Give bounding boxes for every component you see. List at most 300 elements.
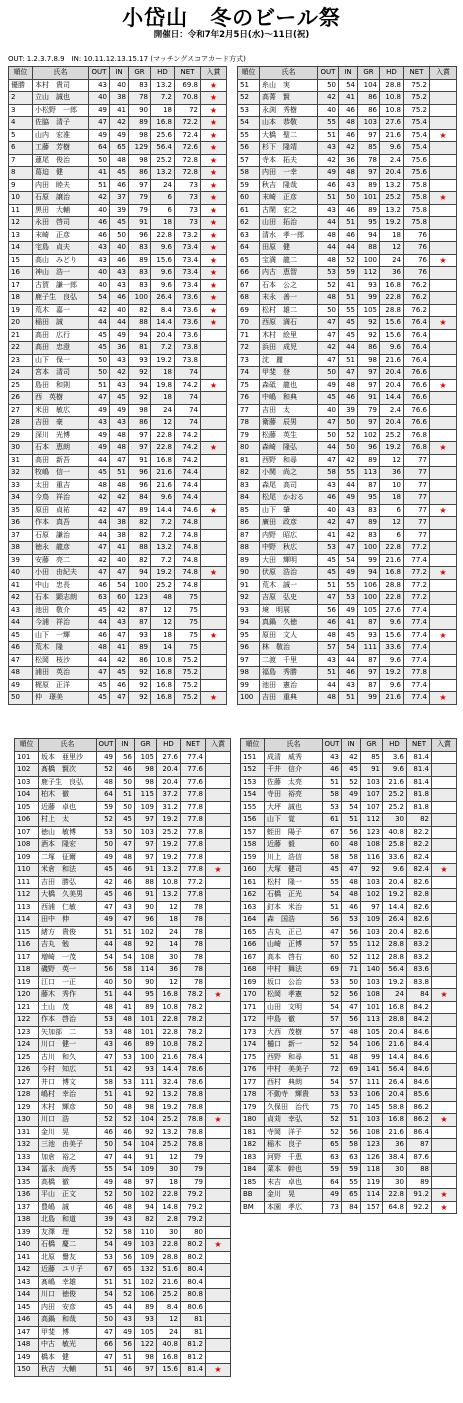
cell-name: 林 敬治 xyxy=(260,642,318,655)
table-row xyxy=(15,1301,231,1314)
cell-name: 梶原 正洋 xyxy=(33,679,89,692)
cell-net: 76.4 xyxy=(404,329,430,342)
cell-rank: 29 xyxy=(9,429,33,442)
cell-gross: 91 xyxy=(358,392,380,405)
cell-prize: ★ xyxy=(430,379,457,392)
cell-in: 54 xyxy=(339,642,358,655)
cell-net: 75.8 xyxy=(404,217,430,230)
cell-net: 77.8 xyxy=(181,801,206,814)
cell-gross: 82 xyxy=(129,529,151,542)
cell-prize xyxy=(430,479,457,492)
cell-in: 53 xyxy=(342,1089,361,1102)
table-row xyxy=(15,864,231,877)
cell-prize xyxy=(206,1314,231,1327)
cell-in: 47 xyxy=(342,864,361,877)
cell-gross: 83 xyxy=(129,279,151,292)
cell-in: 43 xyxy=(339,179,358,192)
cell-out: 47 xyxy=(97,1151,116,1164)
cell-handicap: 28.8 xyxy=(383,1014,407,1027)
cell-out: 46 xyxy=(89,629,110,642)
cell-rank: 32 xyxy=(9,467,33,480)
cell-prize: ★ xyxy=(201,217,227,230)
cell-out: 40 xyxy=(89,279,110,292)
cell-rank: 18 xyxy=(9,292,33,305)
cell-rank: 129 xyxy=(15,1101,39,1114)
table-row xyxy=(241,1114,457,1127)
cell-gross: 108 xyxy=(361,989,383,1002)
cell-out: 47 xyxy=(97,1051,116,1064)
cell-rank: 81 xyxy=(238,454,260,467)
cell-out: 47 xyxy=(318,354,339,367)
cell-gross: 89 xyxy=(358,517,380,530)
cell-in: 48 xyxy=(110,442,129,455)
header-row xyxy=(15,739,231,752)
cell-gross: 92 xyxy=(358,317,380,330)
cell-gross: 103 xyxy=(361,876,383,889)
cell-net: 81.8 xyxy=(407,801,432,814)
cell-out: 49 xyxy=(318,379,339,392)
cell-gross: 98 xyxy=(135,776,157,789)
cell-in: 45 xyxy=(110,167,129,180)
cell-gross: 98 xyxy=(358,354,380,367)
cell-gross: 113 xyxy=(361,1014,383,1027)
cell-handicap: 25.2 xyxy=(383,789,407,802)
cell-out: 53 xyxy=(318,267,339,280)
header-in: IN xyxy=(116,739,135,752)
cell-in: 43 xyxy=(110,279,129,292)
cell-net: 75.2 xyxy=(404,79,430,92)
cell-gross: 96 xyxy=(129,229,151,242)
table-row xyxy=(15,876,231,889)
cell-gross: 97 xyxy=(358,417,380,430)
header-rank: 順位 xyxy=(241,739,265,752)
cell-in: 42 xyxy=(110,604,129,617)
cell-in: 45 xyxy=(110,217,129,230)
cell-name: 西野 和尋 xyxy=(260,454,318,467)
cell-rank: 31 xyxy=(9,454,33,467)
cell-rank: 15 xyxy=(9,254,33,267)
cell-handicap: 9.6 xyxy=(151,267,175,280)
table-row xyxy=(15,939,231,952)
cell-handicap: 25.2 xyxy=(157,1139,181,1152)
cell-gross: 86 xyxy=(358,104,380,117)
cell-handicap: 9.6 xyxy=(380,142,404,155)
cell-prize: ★ xyxy=(201,192,227,205)
cell-rank: 122 xyxy=(15,1014,39,1027)
cell-net: 91.2 xyxy=(407,1189,432,1202)
table-row xyxy=(9,654,227,667)
cell-name: 二渡 千里 xyxy=(260,654,318,667)
cell-handicap: 20.4 xyxy=(383,1089,407,1102)
table-row xyxy=(238,92,457,105)
cell-name: 稲田 誠 xyxy=(33,317,89,330)
cell-handicap: 7.2 xyxy=(151,517,175,530)
table-row xyxy=(241,1051,457,1064)
cell-prize xyxy=(430,517,457,530)
table-row xyxy=(238,654,457,667)
cell-rank: 136 xyxy=(15,1189,39,1202)
cell-gross: 109 xyxy=(135,1251,157,1264)
cell-name: 境 明展 xyxy=(260,604,318,617)
cell-net: 83.2 xyxy=(407,951,432,964)
cell-out: 48 xyxy=(318,229,339,242)
cell-gross: 102 xyxy=(135,1276,157,1289)
cell-in: 46 xyxy=(339,104,358,117)
cell-name: 三池 由美子 xyxy=(39,1139,97,1152)
table-row xyxy=(15,1189,231,1202)
cell-prize xyxy=(432,939,457,952)
cell-in: 42 xyxy=(110,654,129,667)
cell-name: 伏原 浩治 xyxy=(260,567,318,580)
cell-in: 46 xyxy=(342,901,361,914)
table-row xyxy=(238,542,457,555)
table-row xyxy=(238,79,457,92)
cell-rank: 127 xyxy=(15,1076,39,1089)
cell-gross: 94 xyxy=(129,567,151,580)
cell-prize xyxy=(201,342,227,355)
cell-gross: 91 xyxy=(135,889,157,902)
cell-handicap: 15.6 xyxy=(380,629,404,642)
cell-handicap: 16.8 xyxy=(151,679,175,692)
header-net: NET xyxy=(175,67,201,80)
cell-handicap: 25.2 xyxy=(380,429,404,442)
cell-rank: 133 xyxy=(15,1151,39,1164)
cell-handicap: 20.4 xyxy=(157,764,181,777)
cell-rank: 120 xyxy=(15,989,39,1002)
cell-gross: 141 xyxy=(361,1064,383,1077)
table-row xyxy=(15,1264,231,1277)
table-row xyxy=(9,392,227,405)
cell-gross: 91 xyxy=(361,764,383,777)
cell-name: 本園 孝広 xyxy=(265,1201,323,1214)
table-row xyxy=(9,367,227,380)
cell-net: 76.4 xyxy=(404,317,430,330)
cell-prize xyxy=(206,976,231,989)
cell-net: 77.8 xyxy=(181,814,206,827)
cell-rank: 20 xyxy=(9,317,33,330)
cell-name: 中島 徹 xyxy=(265,1014,323,1027)
cell-out: 50 xyxy=(89,354,110,367)
cell-out: 53 xyxy=(97,1251,116,1264)
cell-gross: 83 xyxy=(358,529,380,542)
cell-net: 73 xyxy=(175,192,201,205)
cell-handicap: 19.2 xyxy=(157,851,181,864)
cell-rank: 183 xyxy=(241,1151,265,1164)
cell-name: 吉丸 勉 xyxy=(39,939,97,952)
header-net: NET xyxy=(404,67,430,80)
cell-out: 51 xyxy=(97,989,116,1002)
cell-handicap: 7.2 xyxy=(151,529,175,542)
cell-gross: 89 xyxy=(135,1301,157,1314)
cell-prize xyxy=(432,1164,457,1177)
cell-gross: 88 xyxy=(129,317,151,330)
cell-in: 84 xyxy=(342,1201,361,1214)
cell-in: 60 xyxy=(110,592,129,605)
cell-net: 72 xyxy=(175,104,201,117)
cell-name: 石本 公之 xyxy=(260,279,318,292)
table-row xyxy=(9,579,227,592)
cell-handicap: 13.2 xyxy=(151,542,175,555)
cell-name: 本村 貴司 xyxy=(33,79,89,92)
cell-name: 大橋 久美男 xyxy=(39,889,97,902)
cell-rank: 106 xyxy=(15,814,39,827)
cell-handicap: 9.6 xyxy=(151,492,175,505)
cell-rank: 23 xyxy=(9,354,33,367)
cell-gross: 94 xyxy=(135,1201,157,1214)
table-row xyxy=(238,529,457,542)
cell-in: 46 xyxy=(116,864,135,877)
cell-rank: 2 xyxy=(9,92,33,105)
cell-net: 74.8 xyxy=(175,579,201,592)
cell-out: 48 xyxy=(89,642,110,655)
cell-in: 51 xyxy=(110,467,129,480)
cell-net: 76 xyxy=(404,254,430,267)
cell-name: 寺田 裕亮 xyxy=(265,789,323,802)
cell-out: 50 xyxy=(97,1314,116,1327)
cell-name: 矢加部 二 xyxy=(39,1026,97,1039)
cell-prize: ★ xyxy=(201,379,227,392)
cell-gross: 103 xyxy=(361,776,383,789)
table-row xyxy=(15,1151,231,1164)
cell-net: 77 xyxy=(404,479,430,492)
cell-prize xyxy=(201,604,227,617)
cell-prize xyxy=(432,789,457,802)
cell-name: 田中 伸 xyxy=(39,914,97,927)
cell-net: 74.4 xyxy=(175,467,201,480)
cell-handicap: 25.6 xyxy=(151,129,175,142)
cell-in: 50 xyxy=(339,417,358,430)
cell-net: 87.6 xyxy=(407,1151,432,1164)
cell-prize xyxy=(432,926,457,939)
cell-in: 56 xyxy=(342,826,361,839)
cell-rank: 84 xyxy=(238,492,260,505)
cell-gross: 112 xyxy=(361,814,383,827)
cell-net: 77.8 xyxy=(181,889,206,902)
cell-rank: 58 xyxy=(238,167,260,180)
cell-prize: ★ xyxy=(201,242,227,255)
cell-name: 山田 文明 xyxy=(265,1001,323,1014)
cell-prize xyxy=(206,889,231,902)
cell-name: 永渕 秀樹 xyxy=(260,104,318,117)
cell-handicap: 21.6 xyxy=(383,1039,407,1052)
cell-in: 44 xyxy=(116,1301,135,1314)
cell-gross: 83 xyxy=(129,79,151,92)
cell-net: 74.8 xyxy=(175,542,201,555)
cell-out: 46 xyxy=(323,764,342,777)
cell-net: 74 xyxy=(175,417,201,430)
cell-rank: 52 xyxy=(238,92,260,105)
cell-handicap: 13.2 xyxy=(380,179,404,192)
cell-prize xyxy=(430,342,457,355)
cell-out: 50 xyxy=(318,429,339,442)
cell-net: 76.4 xyxy=(404,354,430,367)
cell-gross: 97 xyxy=(358,667,380,680)
cell-in: 46 xyxy=(116,764,135,777)
cell-net: 80.2 xyxy=(181,1239,206,1252)
cell-rank: 152 xyxy=(241,764,265,777)
cell-in: 45 xyxy=(110,392,129,405)
cell-prize xyxy=(430,204,457,217)
cell-out: 39 xyxy=(97,1214,116,1227)
cell-name: 嶋村 幸治 xyxy=(39,1089,97,1102)
cell-rank: 94 xyxy=(238,617,260,630)
table-row xyxy=(241,926,457,939)
cell-prize: ★ xyxy=(430,129,457,142)
table-row xyxy=(238,392,457,405)
cell-in: 49 xyxy=(110,129,129,142)
table-row xyxy=(9,329,227,342)
cell-net: 81 xyxy=(181,1326,206,1339)
cell-name: 内野 昭広 xyxy=(260,529,318,542)
cell-handicap: 3.6 xyxy=(383,751,407,764)
cell-rank: 125 xyxy=(15,1051,39,1064)
cell-name: 高田 忠澄 xyxy=(33,342,89,355)
cell-handicap: 24 xyxy=(151,404,175,417)
cell-out: 45 xyxy=(97,889,116,902)
cell-prize xyxy=(201,642,227,655)
cell-net: 75 xyxy=(175,604,201,617)
cell-handicap: 56.4 xyxy=(383,964,407,977)
cell-gross: 83 xyxy=(129,242,151,255)
cell-prize xyxy=(201,517,227,530)
cell-handicap: 16.8 xyxy=(383,1001,407,1014)
cell-name: 浜田 成児 xyxy=(260,342,318,355)
cell-handicap: 24 xyxy=(157,1326,181,1339)
table-row xyxy=(238,404,457,417)
cell-name: 仲 璟美 xyxy=(33,692,89,705)
cell-rank: 43 xyxy=(9,604,33,617)
cell-prize xyxy=(206,851,231,864)
cell-gross: 82 xyxy=(129,554,151,567)
cell-net: 81.4 xyxy=(181,1364,206,1377)
cell-in: 50 xyxy=(116,976,135,989)
cell-net: 78.8 xyxy=(181,1139,206,1152)
cell-in: 48 xyxy=(110,479,129,492)
cell-in: 48 xyxy=(342,876,361,889)
cell-gross: 92 xyxy=(129,367,151,380)
cell-out: 45 xyxy=(97,1301,116,1314)
cell-in: 51 xyxy=(339,354,358,367)
cell-rank: 130 xyxy=(15,1114,39,1127)
cell-prize: ★ xyxy=(430,317,457,330)
table-row xyxy=(238,267,457,280)
cell-prize xyxy=(430,329,457,342)
cell-net: 77.8 xyxy=(181,789,206,802)
cell-handicap: 26.4 xyxy=(383,914,407,927)
cell-name: 甲斐 登 xyxy=(260,367,318,380)
cell-out: 49 xyxy=(89,404,110,417)
cell-in: 54 xyxy=(110,579,129,592)
cell-name: 糸山 実 xyxy=(260,79,318,92)
cell-gross: 140 xyxy=(361,964,383,977)
cell-out: 50 xyxy=(97,1101,116,1114)
cell-name: 池田 敬介 xyxy=(33,604,89,617)
cell-name: 荒木 嘉一 xyxy=(33,304,89,317)
cell-prize: ★ xyxy=(201,204,227,217)
cell-name: 甲斐 博 xyxy=(39,1326,97,1339)
cell-gross: 111 xyxy=(361,1076,383,1089)
cell-rank: 42 xyxy=(9,592,33,605)
cell-handicap: 16.8 xyxy=(151,692,175,705)
cell-handicap: 12 xyxy=(151,617,175,630)
cell-handicap: 22.8 xyxy=(151,429,175,442)
cell-in: 44 xyxy=(339,342,358,355)
cell-net: 78 xyxy=(181,901,206,914)
cell-net: 73 xyxy=(175,179,201,192)
table-row xyxy=(15,1064,231,1077)
cell-in: 44 xyxy=(339,654,358,667)
cell-gross: 94 xyxy=(129,329,151,342)
table-row xyxy=(15,1001,231,1014)
cell-rank: 177 xyxy=(241,1076,265,1089)
cell-rank: 178 xyxy=(241,1089,265,1102)
cell-in: 42 xyxy=(339,529,358,542)
cell-out: 47 xyxy=(89,567,110,580)
cell-prize xyxy=(206,1276,231,1289)
cell-rank: 92 xyxy=(238,592,260,605)
cell-handicap: 13.2 xyxy=(151,79,175,92)
cell-out: 66 xyxy=(97,1339,116,1352)
cell-prize: ★ xyxy=(201,129,227,142)
cell-gross: 89 xyxy=(129,642,151,655)
cell-net: 74 xyxy=(175,404,201,417)
cell-in: 36 xyxy=(110,342,129,355)
table-row xyxy=(241,1201,457,1214)
cell-name: 深川 光博 xyxy=(33,429,89,442)
cell-in: 43 xyxy=(116,901,135,914)
cell-name: 小松野 一郎 xyxy=(33,104,89,117)
cell-net: 82.8 xyxy=(407,889,432,902)
cell-name: 永田 啓司 xyxy=(33,217,89,230)
cell-name: 真鍋 久徳 xyxy=(260,617,318,630)
table-row xyxy=(15,914,231,927)
table-row xyxy=(241,764,457,777)
cell-gross: 113 xyxy=(358,467,380,480)
cell-in: 50 xyxy=(116,801,135,814)
cell-rank: 44 xyxy=(9,617,33,630)
cell-handicap: 15.6 xyxy=(151,254,175,267)
cell-in: 45 xyxy=(110,667,129,680)
cell-handicap: 36 xyxy=(157,964,181,977)
cell-in: 51 xyxy=(339,292,358,305)
cell-handicap: 16.8 xyxy=(157,989,181,1002)
cell-gross: 105 xyxy=(135,1326,157,1339)
cell-gross: 92 xyxy=(129,392,151,405)
cell-prize: ★ xyxy=(206,1114,231,1127)
cell-in: 49 xyxy=(339,604,358,617)
cell-out: 51 xyxy=(318,129,339,142)
cell-gross: 112 xyxy=(361,939,383,952)
cell-prize xyxy=(432,1014,457,1027)
table-row xyxy=(238,667,457,680)
cell-rank: 117 xyxy=(15,951,39,964)
cell-gross: 101 xyxy=(135,1026,157,1039)
cell-gross: 107 xyxy=(361,801,383,814)
cell-in: 52 xyxy=(339,429,358,442)
table-row xyxy=(9,167,227,180)
cell-out: 58 xyxy=(318,467,339,480)
cell-out: 45 xyxy=(97,864,116,877)
cell-name: 稲木 良子 xyxy=(265,1139,323,1152)
table-row xyxy=(238,142,457,155)
table-row xyxy=(238,567,457,580)
cell-gross: 92 xyxy=(129,692,151,705)
cell-gross: 93 xyxy=(358,629,380,642)
cell-net: 75.8 xyxy=(404,192,430,205)
cell-name: 成清 威秀 xyxy=(265,751,323,764)
cell-prize xyxy=(201,529,227,542)
cell-net: 81.2 xyxy=(181,1351,206,1364)
